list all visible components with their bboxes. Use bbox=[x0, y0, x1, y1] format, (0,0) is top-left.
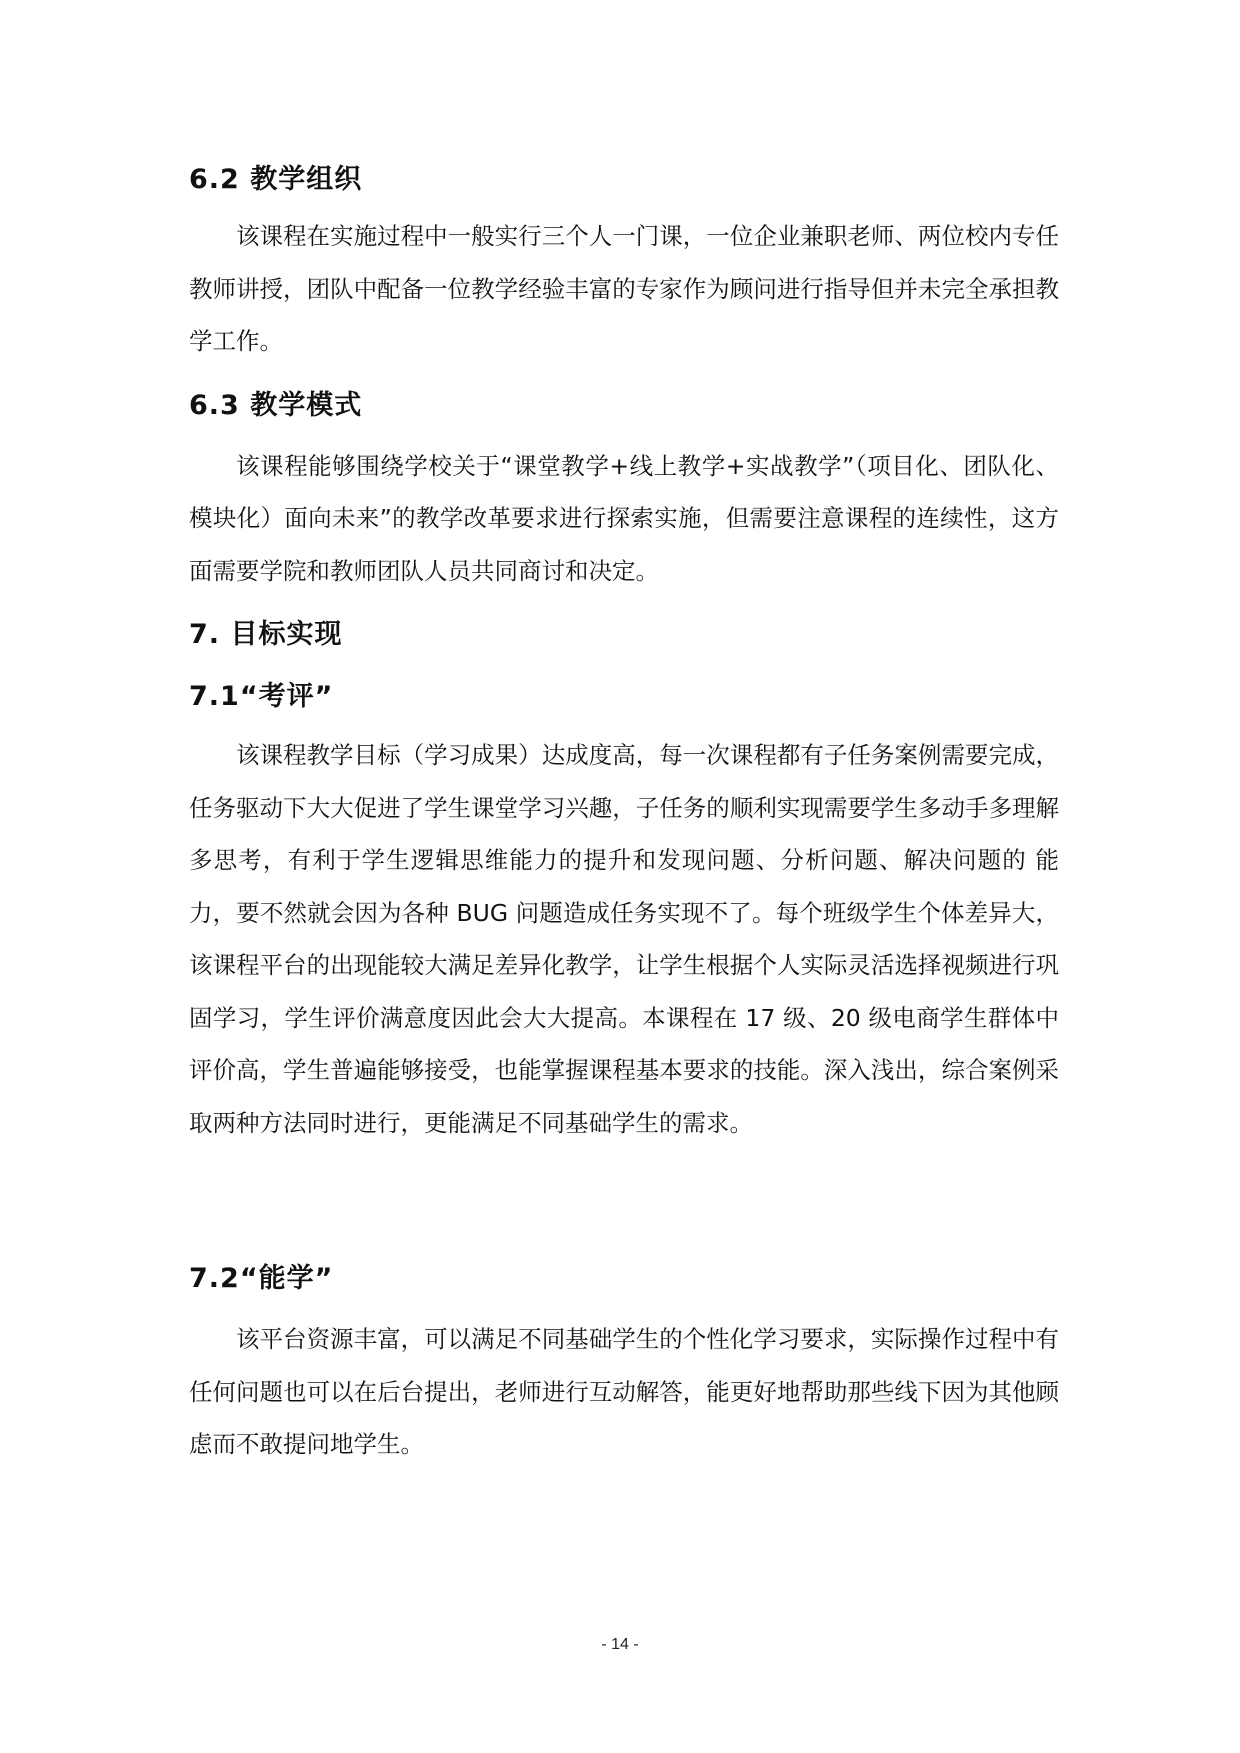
section-paragraph-7-2: 该平台资源丰富，可以满足不同基础学生的个性化学习要求，实际操作过程中有任何问题也可以在后台提出，老师进行互动解答，能更好地帮助那些线下因为其他顾虑而不敢提问地学生。 bbox=[189, 1325, 1059, 1458]
page-content bbox=[189, 160, 1059, 1471]
section-paragraph-7-1: 该课程教学目标（学习成果）达成度高，每一次课程都有子任务案例需要完成，任务驱动下大大促进了学生课堂学习兴趣，子任务的顺利实现需要学生多动手多理解多思考，有利于学生逻辑思维能力的提升和发现问题、分析问题、解决问题的 能力，要不然就会因为各种 BUG 问题造成任务实现不了。每个班级学生个体差异大，该课程平台的出现能较大满足差异化教学，让学生根据个人实际灵活选择视频进行巩固学习，学生评价满意度因此会大大提高。本课程在 17 级、20 级电商学生群体中评价高，学生普遍能够接受，也能掌握课程基本要求的技能。深入浅出，综合案例采取两种方法同时进行，更能满足不同基础学生的需求。 bbox=[189, 741, 1059, 1137]
section-heading-7-1: 7.1“考评” bbox=[189, 681, 334, 712]
page-number: - 14 - bbox=[601, 1636, 639, 1653]
section-paragraph-6-3: 该课程能够围绕学校关于“课堂教学+线上教学+实战教学”（项目化、团队化、模块化）面向未来”的教学改革要求进行探索实施，但需要注意课程的连续性，这方面需要学院和教师团队人员共同商讨和决定。 bbox=[189, 451, 1059, 585]
section-heading-7: 7. 目标实现 bbox=[189, 619, 343, 650]
section-paragraph-6-2: 该课程在实施过程中一般实行三个人一门课，一位企业兼职老师、两位校内专任教师讲授，团队中配备一位教学经验丰富的专家作为顾问进行指导但并未完全承担教学工作。 bbox=[189, 222, 1059, 355]
section-heading-6-2: 6.2 教学组织 bbox=[189, 164, 363, 195]
section-heading-6-3: 6.3 教学模式 bbox=[189, 389, 363, 421]
section-heading-7-2: 7.2“能学” bbox=[189, 1263, 334, 1294]
